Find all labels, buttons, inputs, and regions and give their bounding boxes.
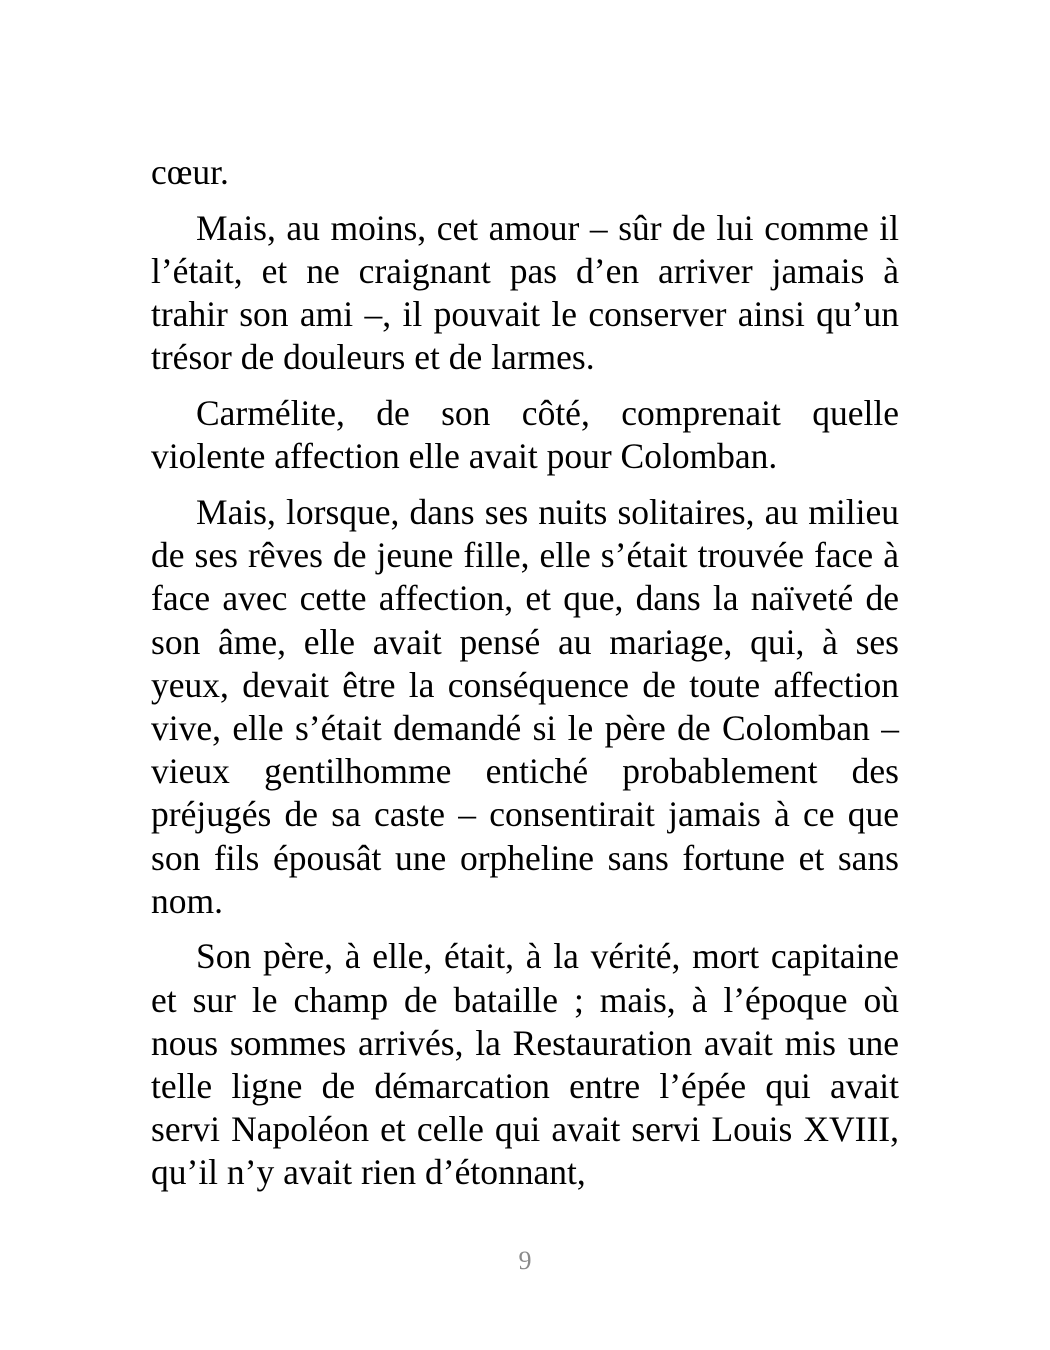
body-text: [151, 151, 899, 1207]
paragraph: Son père, à elle, était, à la vérité, mort capitaine et sur le champ de bataille ; mais, à l’époque où nous sommes arrivés, la Restauration avait mis une telle ligne de démarcation entre l’épée qui avait servi Napoléon et celle qui avait servi Louis XVIII, qu’il n’y avait rien d’étonnant,: [151, 936, 899, 1193]
paragraph: Carmélite, de son côté, comprenait quelle violente affection elle avait pour Colomban.: [151, 393, 899, 477]
page-number: 9: [518, 1246, 532, 1275]
paragraph: Mais, au moins, cet amour – sûr de lui comme il l’était, et ne craignant pas d’en arriver jamais à trahir son ami –, il pouvait le conserver ainsi qu’un trésor de douleurs et de larmes.: [151, 207, 899, 378]
paragraph: Mais, lorsque, dans ses nuits solitaires, au milieu de ses rêves de jeune fille, elle s’était trouvée face à face avec cette affection, et que, dans la naïveté de son âme, elle avait pensé au mariage, qui, à ses yeux, devait être la conséquence de toute affection vive, elle s’était demandé si le père de Colomban – vieux gentilhomme entiché probablement des préjugés de sa caste – consentirait jamais à ce que son fils épousât une orpheline sans fortune et sans nom.: [151, 491, 899, 921]
paragraph-continuation: cœur.: [151, 152, 229, 192]
